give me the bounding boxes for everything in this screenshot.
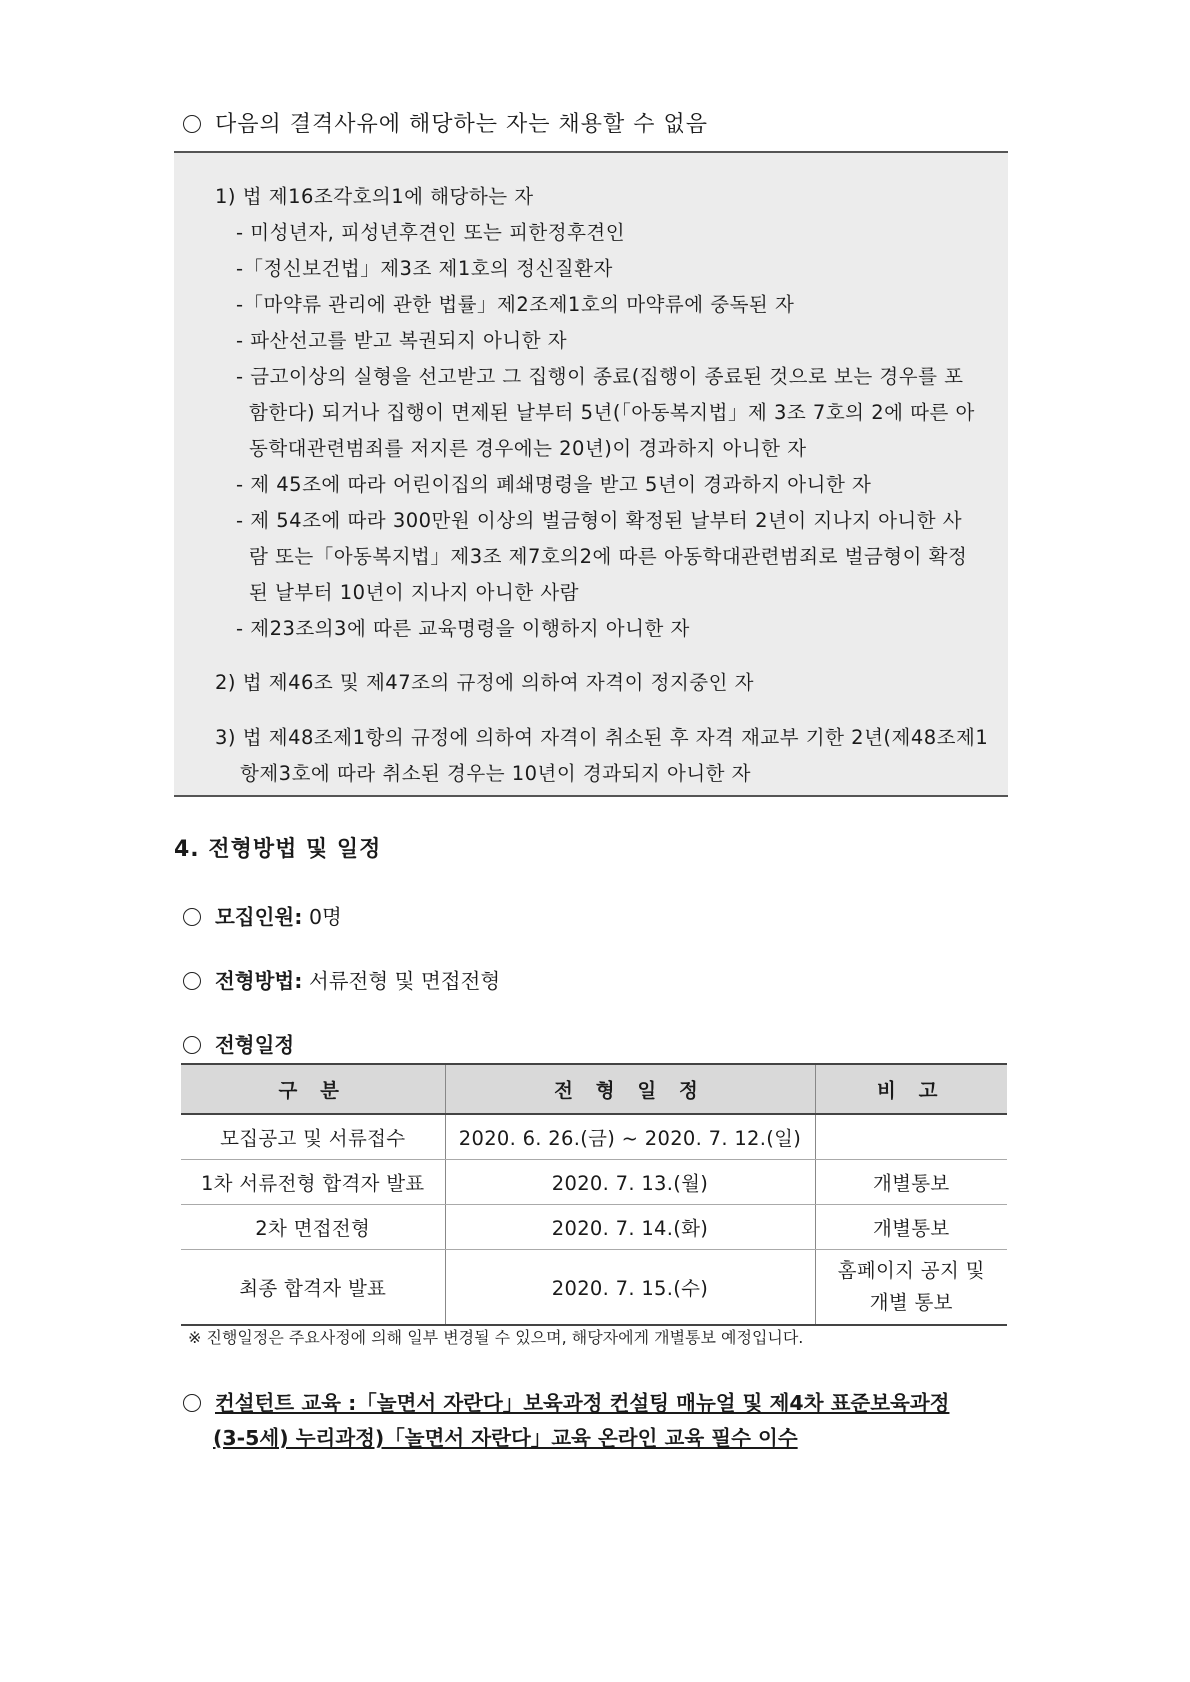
method-label: 전형방법: bbox=[215, 969, 303, 993]
disqualification-heading bbox=[183, 107, 708, 138]
schedule-footnote: ※ 진행일정은 주요사정에 의해 일부 변경될 수 있으며, 해당자에게 개별통보 예정입니다. bbox=[188, 1328, 804, 1347]
header-stage: 구 분 bbox=[181, 1064, 445, 1114]
schedule-label: 전형일정 bbox=[215, 1033, 295, 1057]
disq-line: -「마약류 관리에 관한 법률」제2조제1호의 마약류에 중독된 자 bbox=[236, 293, 795, 316]
circle-bullet-icon bbox=[183, 972, 201, 990]
date-cell: 2020. 7. 14.(화) bbox=[445, 1205, 815, 1250]
date-cell: 2020. 7. 13.(월) bbox=[445, 1160, 815, 1205]
disqualification-heading-text: 다음의 결격사유에 해당하는 자는 채용할 수 없음 bbox=[215, 112, 709, 137]
disq-line: -「정신보건법」제3조 제1호의 정신질환자 bbox=[236, 257, 613, 280]
date-cell: 2020. 6. 26.(금) ~ 2020. 7. 12.(일) bbox=[445, 1114, 815, 1160]
header-note: 비 고 bbox=[815, 1064, 1007, 1114]
disq-line: 1) 법 제16조각호의1에 해당하는 자 bbox=[215, 185, 534, 208]
table-row bbox=[181, 1160, 1007, 1205]
header-date: 전 형 일 정 bbox=[445, 1064, 815, 1114]
note-cell bbox=[815, 1114, 1007, 1160]
disq-line: 동학대관련범죄를 저지른 경우에는 20년)이 경과하지 아니한 자 bbox=[249, 437, 807, 460]
disq-line: 람 또는「아동복지법」제3조 제7호의2에 따른 아동학대관련범죄로 벌금형이 확정 bbox=[249, 545, 968, 568]
recruit-label: 모집인원: bbox=[215, 905, 303, 929]
note-line: 개별 통보 bbox=[869, 1291, 953, 1314]
circle-bullet-icon bbox=[183, 1394, 201, 1412]
disq-line: 함한다) 되거나 집행이 면제된 날부터 5년(「아동복지법」제 3조 7호의 2에 따른 아 bbox=[249, 401, 975, 424]
disq-line: - 파산선고를 받고 복권되지 아니한 자 bbox=[236, 329, 568, 352]
consultant-text-1: 컨설턴트 교육 :「놀면서 자란다」보육과정 컨설팅 매뉴얼 및 제4차 표준보육과정 bbox=[215, 1391, 950, 1415]
note-cell: 개별통보 bbox=[815, 1205, 1007, 1250]
disq-line: - 미성년자, 피성년후견인 또는 피한정후견인 bbox=[236, 221, 626, 244]
consultant-line-1 bbox=[183, 1386, 949, 1416]
disq-line: 2) 법 제46조 및 제47조의 규정에 의하여 자격이 정지중인 자 bbox=[215, 671, 755, 694]
consultant-line-2: (3-5세) 누리과정)「놀면서 자란다」교육 온라인 교육 필수 이수 bbox=[213, 1426, 798, 1450]
table-row bbox=[181, 1114, 1007, 1160]
circle-bullet-icon bbox=[183, 115, 201, 133]
date-cell: 2020. 7. 15.(수) bbox=[445, 1250, 815, 1326]
stage-cell: 2차 면접전형 bbox=[181, 1205, 445, 1250]
section-title: 4. 전형방법 및 일정 bbox=[174, 837, 382, 862]
disq-line: 된 날부터 10년이 지나지 아니한 사람 bbox=[249, 581, 580, 604]
method-value: 서류전형 및 면접전형 bbox=[302, 969, 501, 993]
disq-line: - 제 45조에 따라 어린이집의 폐쇄명령을 받고 5년이 경과하지 아니한 자 bbox=[236, 473, 872, 496]
note-line: 홈페이지 공지 및 bbox=[837, 1259, 985, 1282]
table-row bbox=[181, 1205, 1007, 1250]
stage-cell: 1차 서류전형 합격자 발표 bbox=[181, 1160, 445, 1205]
table-row bbox=[181, 1250, 1007, 1326]
selection-method bbox=[183, 964, 500, 994]
stage-cell: 모집공고 및 서류접수 bbox=[181, 1114, 445, 1160]
stage-cell: 최종 합격자 발표 bbox=[181, 1250, 445, 1326]
recruit-count bbox=[183, 900, 342, 930]
recruit-value: 0명 bbox=[302, 905, 342, 929]
disq-line: 항제3호에 따라 취소된 경우는 10년이 경과되지 아니한 자 bbox=[240, 762, 752, 785]
disq-line: 3) 법 제48조제1항의 규정에 의하여 자격이 취소된 후 자격 재교부 기한 2년(제48조제1 bbox=[215, 726, 989, 749]
table-header-row bbox=[181, 1064, 1007, 1114]
circle-bullet-icon bbox=[183, 908, 201, 926]
disq-line: - 제 54조에 따라 300만원 이상의 벌금형이 확정된 날부터 2년이 지나지 아니한 사 bbox=[236, 509, 963, 532]
disq-line: - 제23조의3에 따른 교육명령을 이행하지 아니한 자 bbox=[236, 617, 690, 640]
note-cell: 개별통보 bbox=[815, 1160, 1007, 1205]
note-cell bbox=[815, 1250, 1007, 1326]
disq-line: - 금고이상의 실형을 선고받고 그 집행이 종료(집행이 종료된 것으로 보는 경우를 포 bbox=[236, 365, 964, 388]
circle-bullet-icon bbox=[183, 1036, 201, 1054]
schedule-heading bbox=[183, 1028, 294, 1058]
schedule-table bbox=[181, 1063, 1007, 1326]
